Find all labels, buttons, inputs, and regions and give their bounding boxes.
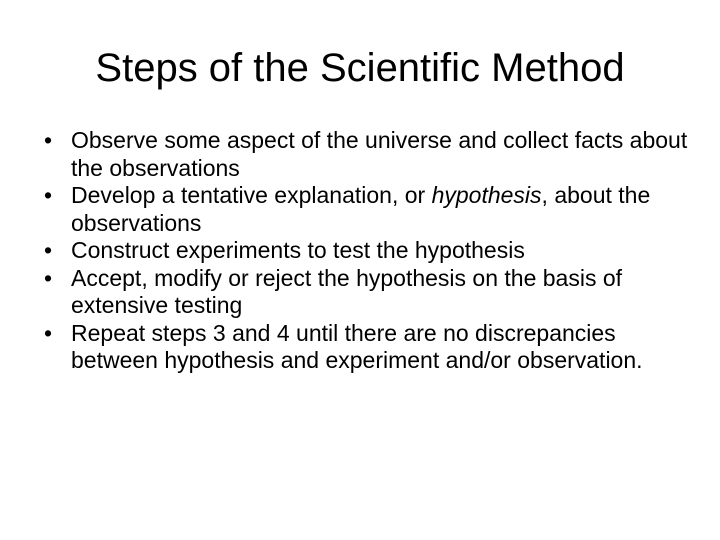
bullet-text-before: Develop a tentative explanation, or [71, 182, 432, 208]
bullet-item-evaluate [42, 265, 702, 320]
slide-title: Steps of the Scientific Method [95, 46, 625, 90]
bullet-text: Repeat steps 3 and 4 until there are no discrepancies between hypothesis and experiment and/or observation. [71, 319, 643, 373]
bullet-dot-icon: • [44, 237, 53, 263]
bullet-text: Accept, modify or reject the hypothesis on the basis of extensive testing [71, 264, 623, 318]
bullet-dot-icon: • [44, 319, 53, 346]
bullet-emphasis: hypothesis [431, 182, 542, 208]
bullet-text: Construct experiments to test the hypothesis [71, 237, 525, 263]
bullet-item-observe [42, 127, 702, 182]
bullet-text-after: , about the observations [71, 182, 651, 236]
bullet-text: Observe some aspect of the universe and collect facts about the observations [71, 127, 688, 181]
bullet-dot-icon: • [44, 182, 53, 208]
bullet-item-repeat [42, 320, 702, 375]
bullet-dot-icon: • [44, 264, 53, 291]
bullet-item-hypothesis [42, 182, 702, 237]
bullet-dot-icon: • [44, 127, 53, 153]
bullet-list [42, 127, 702, 375]
bullet-item-experiments [42, 237, 702, 265]
